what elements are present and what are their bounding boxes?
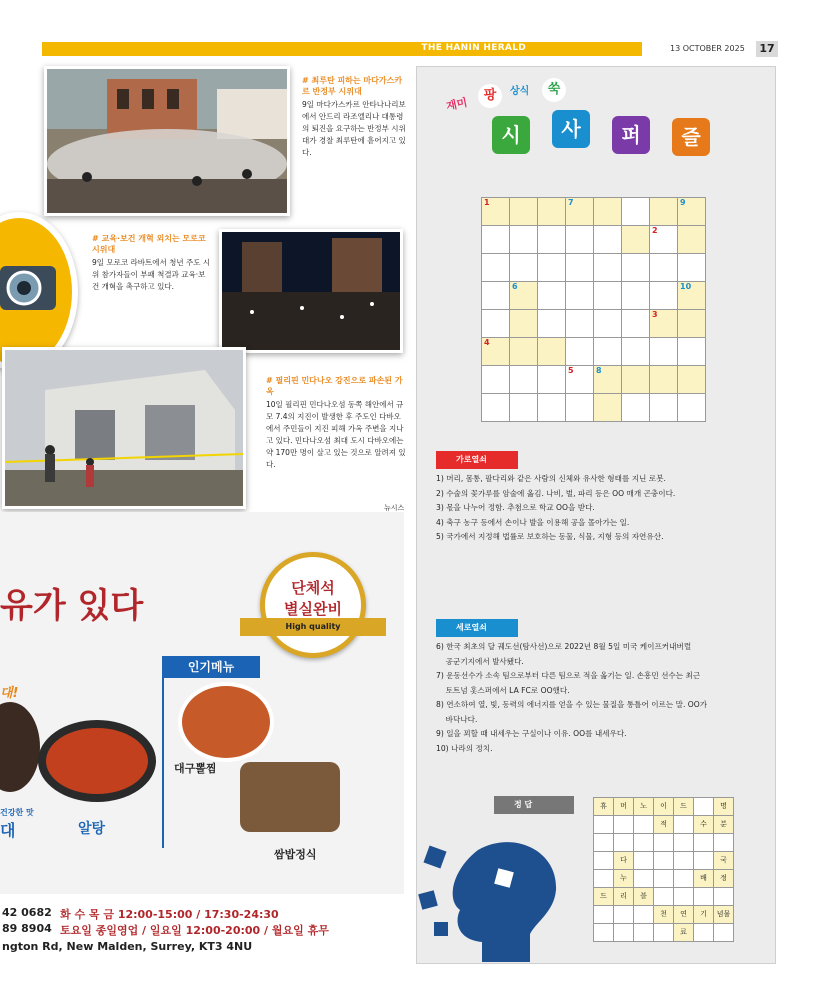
answer-cell: 정 bbox=[714, 870, 734, 888]
crossword-cell bbox=[594, 338, 622, 366]
ad-item-jjim: 대구뽈찜 bbox=[174, 762, 217, 775]
crossword-cell bbox=[538, 226, 566, 254]
answer-cell bbox=[594, 834, 614, 852]
answer-cell: 념물 bbox=[714, 906, 734, 924]
phone-1: 42 0682 bbox=[2, 906, 52, 919]
down-clues bbox=[436, 640, 772, 756]
page-number: 17 bbox=[756, 41, 778, 57]
answer-cell bbox=[714, 834, 734, 852]
crossword-cell bbox=[678, 366, 706, 394]
crossword-cell bbox=[482, 394, 510, 422]
clue-across-3: 3) 몫을 나누어 정함. 추첨으로 학교 OO을 받다. bbox=[436, 503, 595, 512]
across-clues bbox=[436, 472, 766, 545]
answer-cell: 천 bbox=[654, 906, 674, 924]
caption-morocco bbox=[92, 233, 212, 293]
menu-divider bbox=[162, 678, 164, 848]
answer-grid bbox=[593, 797, 734, 942]
answer-cell: 드 bbox=[594, 888, 614, 906]
answer-cell: 블 bbox=[634, 888, 654, 906]
crossword-cell bbox=[594, 198, 622, 226]
clue-number: 6 bbox=[512, 282, 518, 291]
dish-left bbox=[0, 702, 40, 792]
clue-number: 4 bbox=[484, 338, 490, 347]
crossword-cell bbox=[650, 254, 678, 282]
crossword-cell bbox=[538, 282, 566, 310]
crossword-cell bbox=[622, 198, 650, 226]
crossword-cell bbox=[538, 198, 566, 226]
answer-cell bbox=[694, 888, 714, 906]
caption-title: # 교육·보건 개혁 외치는 모로코 시위대 bbox=[92, 234, 206, 254]
clue-across-5: 5) 국가에서 지정해 법률로 보호하는 동물, 식물, 지형 등의 자연유산. bbox=[436, 532, 664, 541]
banner-piece-4: 즐 bbox=[672, 118, 710, 156]
photo-morocco bbox=[219, 229, 403, 353]
clue-down-8a: 8) 연소하여 열, 빛, 동력의 에너지를 얻을 수 있는 물질을 통틀어 이르는 말. OO가 bbox=[436, 700, 708, 709]
answer-cell: 휴 bbox=[594, 798, 614, 816]
crossword-cell bbox=[510, 394, 538, 422]
clue-number: 5 bbox=[568, 366, 574, 375]
photo-philippines bbox=[2, 347, 246, 509]
answer-cell: 다 bbox=[614, 852, 634, 870]
banner-small-1: 재미 bbox=[444, 95, 469, 114]
crossword-cell bbox=[538, 366, 566, 394]
dish-jjim bbox=[178, 682, 274, 762]
across-label: 가로열쇠 bbox=[436, 451, 518, 469]
crossword-cell bbox=[594, 282, 622, 310]
crossword-cell bbox=[510, 226, 538, 254]
crossword-cell bbox=[510, 198, 538, 226]
issue-date: 13 OCTOBER 2025 bbox=[670, 44, 745, 53]
across-header bbox=[436, 451, 518, 469]
crossword-cell bbox=[566, 198, 594, 226]
answer-cell: 배 bbox=[694, 870, 714, 888]
answer-cell: 적 bbox=[654, 816, 674, 834]
answer-cell: 명 bbox=[714, 798, 734, 816]
ad-tagline: 건강한 맛 bbox=[0, 808, 34, 817]
answer-cell bbox=[654, 870, 674, 888]
answer-cell bbox=[694, 834, 714, 852]
banner-small-2: 팡 bbox=[478, 84, 502, 108]
answer-cell: 수 bbox=[694, 816, 714, 834]
caption-title: # 최루탄 피하는 마다가스카르 반정부 시위대 bbox=[302, 76, 403, 96]
answer-cell: 이 bbox=[654, 798, 674, 816]
answer-cell: 노 bbox=[634, 798, 654, 816]
clue-number: 10 bbox=[680, 282, 692, 291]
crossword-cell bbox=[650, 310, 678, 338]
answer-cell bbox=[594, 816, 614, 834]
crossword-cell bbox=[566, 338, 594, 366]
crossword-cell bbox=[650, 394, 678, 422]
banner-small-3: 상식 bbox=[510, 86, 530, 97]
answer-cell bbox=[634, 852, 654, 870]
badge-ribbon-text: High quality bbox=[285, 622, 341, 631]
caption-madagascar bbox=[302, 75, 406, 159]
clue-number: 9 bbox=[680, 198, 686, 207]
clue-across-4: 4) 축구 농구 등에서 손이나 발을 이용해 공을 몰아가는 일. bbox=[436, 517, 630, 527]
answer-cell: 연 bbox=[674, 906, 694, 924]
answer-cell bbox=[694, 924, 714, 942]
crossword-cell bbox=[538, 254, 566, 282]
answer-cell bbox=[674, 852, 694, 870]
banner-piece-3: 퍼 bbox=[612, 116, 650, 154]
clue-number: 3 bbox=[652, 310, 658, 319]
answer-cell bbox=[654, 852, 674, 870]
badge-line1: 단체석 bbox=[291, 579, 335, 597]
banner-piece-2: 사 bbox=[552, 110, 590, 148]
crossword-cell bbox=[678, 254, 706, 282]
clue-number: 2 bbox=[652, 226, 658, 235]
banner-piece-1: 시 bbox=[492, 116, 530, 154]
crossword-cell bbox=[566, 254, 594, 282]
answer-header bbox=[494, 796, 574, 814]
crossword-cell bbox=[538, 310, 566, 338]
crossword-cell bbox=[622, 282, 650, 310]
clue-number: 8 bbox=[596, 366, 602, 375]
crossword-cell bbox=[622, 310, 650, 338]
crossword-cell bbox=[538, 338, 566, 366]
badge-line2: 별실완비 bbox=[284, 600, 342, 618]
crossword-cell bbox=[678, 338, 706, 366]
answer-cell: 국 bbox=[714, 852, 734, 870]
caption-title: # 필리핀 민다나오 강진으로 파손된 가옥 bbox=[266, 376, 403, 396]
restaurant-ad bbox=[0, 512, 404, 964]
crossword-cell bbox=[482, 310, 510, 338]
crossword-cell bbox=[678, 282, 706, 310]
answer-cell bbox=[614, 834, 634, 852]
ad-promo: 대! bbox=[0, 686, 19, 701]
clue-number: 7 bbox=[568, 198, 574, 207]
answer-cell: 료 bbox=[674, 924, 694, 942]
answer-cell bbox=[694, 798, 714, 816]
badge-ribbon bbox=[240, 618, 386, 636]
menu-title: 인기메뉴 bbox=[162, 656, 260, 678]
answer-cell: 리 bbox=[614, 888, 634, 906]
ad-headline: 유가 있다 bbox=[0, 586, 144, 626]
crossword-cell bbox=[622, 338, 650, 366]
clue-across-2: 2) 수술의 꽃가루를 암술에 옮김. 나비, 벌, 파리 등은 OO 매개 곤충이다. bbox=[436, 488, 676, 498]
clue-across-1: 1) 머리, 몸통, 팔다리와 같은 사람의 신체와 유사한 형태를 지닌 로봇. bbox=[436, 474, 666, 483]
crossword-cell bbox=[622, 394, 650, 422]
ad-footer bbox=[0, 894, 404, 964]
crossword-cell bbox=[594, 226, 622, 254]
brain-puzzle-icon bbox=[418, 830, 568, 962]
caption-body: 10일 필리핀 민다나오섬 동쪽 해안에서 규모 7.4의 지진이 발생한 후 주도인 다바오에서 주민들이 지진 피해 가옥 주변을 지나고 있다. 민다나오섬 최대 도시 다바오에는 약 170만 명이 살고 있는 것으로 알려져 있다. bbox=[266, 400, 406, 469]
crossword-cell bbox=[622, 226, 650, 254]
crossword-cell bbox=[566, 282, 594, 310]
answer-cell bbox=[674, 888, 694, 906]
quality-badge bbox=[260, 552, 366, 658]
ad-item-altang: 알탕 bbox=[78, 821, 106, 837]
clue-down-7b: 토트넘 홋스퍼에서 LA FC로 OO했다. bbox=[436, 685, 570, 695]
crossword-cell bbox=[566, 394, 594, 422]
answer-cell bbox=[654, 888, 674, 906]
crossword-cell bbox=[650, 226, 678, 254]
answer-cell bbox=[614, 816, 634, 834]
answer-cell bbox=[694, 852, 714, 870]
paper-name: THE HANIN HERALD bbox=[421, 43, 526, 53]
crossword-cell bbox=[482, 338, 510, 366]
ad-item-fragment: 대 bbox=[0, 821, 16, 840]
caption-body: 9일 모로코 라바트에서 청년 주도 시위 참가자들이 부패 척결과 교육·보건 개혁을 촉구하고 있다. bbox=[92, 258, 211, 291]
crossword-cell bbox=[678, 226, 706, 254]
crossword-cell bbox=[482, 366, 510, 394]
clue-down-6a: 6) 한국 최초의 달 궤도선(탐사선)으로 2022년 8월 5일 미국 케이프커내버럴 bbox=[436, 642, 692, 651]
answer-cell bbox=[674, 816, 694, 834]
dish-altang bbox=[38, 720, 156, 802]
answer-cell bbox=[634, 870, 654, 888]
answer-cell bbox=[654, 834, 674, 852]
crossword-cell bbox=[510, 366, 538, 394]
answer-cell bbox=[594, 870, 614, 888]
clue-down-6b: 공군기지에서 발사됐다. bbox=[436, 656, 524, 666]
down-label: 세로열쇠 bbox=[436, 619, 518, 637]
answer-cell bbox=[594, 852, 614, 870]
answer-cell bbox=[594, 924, 614, 942]
photo-credit: 뉴시스 bbox=[384, 504, 405, 512]
address: ngton Rd, New Malden, Surrey, KT3 4NU bbox=[2, 940, 253, 953]
crossword-cell bbox=[594, 254, 622, 282]
answer-cell bbox=[674, 870, 694, 888]
crossword-cell bbox=[678, 394, 706, 422]
clue-down-9: 9) 일을 꾀할 때 내세우는 구실이나 이유. OO를 내세우다. bbox=[436, 729, 627, 738]
answer-label: 정 답 bbox=[494, 796, 574, 814]
answer-cell bbox=[634, 816, 654, 834]
crossword-cell bbox=[538, 394, 566, 422]
crossword-cell bbox=[482, 198, 510, 226]
crossword-cell bbox=[510, 282, 538, 310]
crossword-grid bbox=[481, 197, 706, 422]
crossword-cell bbox=[594, 366, 622, 394]
ad-item-ssambap: 쌈밥정식 bbox=[274, 848, 317, 861]
answer-cell: 누 bbox=[614, 870, 634, 888]
crossword-cell bbox=[482, 282, 510, 310]
banner-small-4: 쑥 bbox=[542, 78, 566, 102]
caption-body: 9일 마다가스카르 안타나나리보에서 안드리 라조엘리나 대통령의 퇴진을 요구하는 반정부 시위대가 경찰 최루탄에 흩어지고 있다. bbox=[302, 100, 406, 157]
answer-cell: 드 bbox=[674, 798, 694, 816]
crossword-cell bbox=[510, 338, 538, 366]
clue-number: 1 bbox=[484, 198, 490, 207]
answer-cell bbox=[614, 906, 634, 924]
crossword-cell bbox=[622, 254, 650, 282]
crossword-cell bbox=[482, 254, 510, 282]
crossword-cell bbox=[510, 254, 538, 282]
caption-philippines bbox=[266, 375, 406, 471]
answer-cell bbox=[674, 834, 694, 852]
header-bar bbox=[42, 42, 642, 56]
crossword-cell bbox=[650, 282, 678, 310]
answer-cell bbox=[634, 924, 654, 942]
crossword-cell bbox=[482, 226, 510, 254]
crossword-cell bbox=[594, 310, 622, 338]
dish-ssambap bbox=[240, 762, 340, 832]
clue-down-10: 10) 나라의 정치. bbox=[436, 743, 493, 753]
down-header bbox=[436, 619, 518, 637]
phone-2: 89 8904 bbox=[2, 922, 52, 935]
clue-down-7a: 7) 운동선수가 소속 팀으로부터 다른 팀으로 적을 옮기는 일. 손흥민 선수는 최근 bbox=[436, 671, 701, 680]
answer-cell bbox=[714, 888, 734, 906]
answer-cell: 기 bbox=[694, 906, 714, 924]
crossword-cell bbox=[650, 366, 678, 394]
answer-cell bbox=[594, 906, 614, 924]
hours-weekday: 화 수 목 금 12:00-15:00 / 17:30-24:30 bbox=[60, 908, 279, 921]
photo-madagascar bbox=[44, 66, 290, 216]
answer-cell bbox=[614, 924, 634, 942]
crossword-cell bbox=[678, 310, 706, 338]
crossword-cell bbox=[510, 310, 538, 338]
answer-cell: 머 bbox=[614, 798, 634, 816]
crossword-cell bbox=[566, 310, 594, 338]
crossword-cell bbox=[678, 198, 706, 226]
crossword-cell bbox=[650, 198, 678, 226]
crossword-cell bbox=[566, 366, 594, 394]
crossword-cell bbox=[650, 338, 678, 366]
hours-weekend: 토요일 종일영업 / 일요일 12:00-20:00 / 월요일 휴무 bbox=[60, 924, 329, 937]
answer-cell bbox=[654, 924, 674, 942]
clue-down-8b: 바닥나다. bbox=[436, 714, 478, 724]
crossword-cell bbox=[622, 366, 650, 394]
answer-cell bbox=[634, 834, 654, 852]
answer-cell bbox=[634, 906, 654, 924]
answer-cell bbox=[714, 924, 734, 942]
answer-cell: 분 bbox=[714, 816, 734, 834]
crossword-cell bbox=[566, 226, 594, 254]
crossword-cell bbox=[594, 394, 622, 422]
